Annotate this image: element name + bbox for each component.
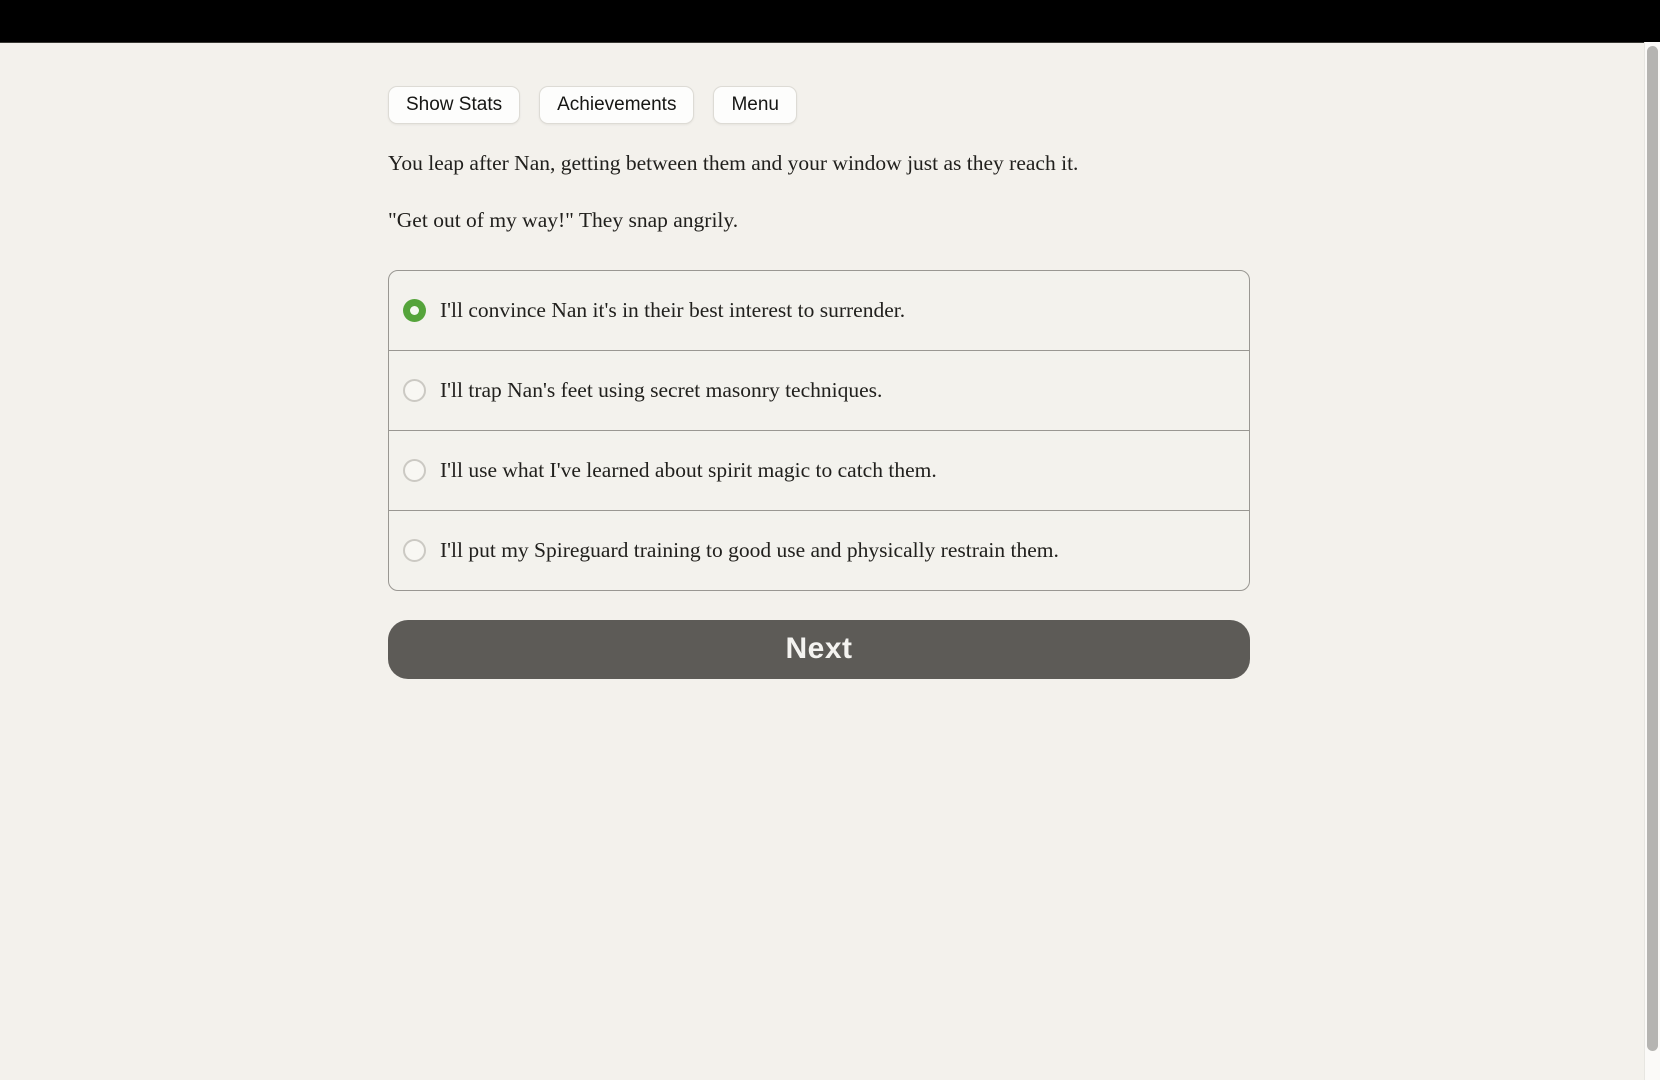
- show-stats-button[interactable]: Show Stats: [388, 86, 520, 124]
- story-paragraph-2: "Get out of my way!" They snap angrily.: [388, 207, 739, 232]
- radio-unselected-icon[interactable]: [403, 379, 426, 402]
- game-content-column: [388, 42, 1250, 679]
- menu-button[interactable]: Menu: [713, 86, 797, 124]
- choice-option-label: I'll use what I've learned about spirit magic to catch them.: [440, 457, 937, 482]
- choice-list: [388, 270, 1250, 591]
- radio-unselected-icon[interactable]: [403, 459, 426, 482]
- radio-selected-icon[interactable]: [403, 299, 426, 322]
- next-button[interactable]: Next: [388, 620, 1250, 679]
- achievements-button[interactable]: Achievements: [539, 86, 694, 124]
- choice-option-label: I'll trap Nan's feet using secret masonry techniques.: [440, 377, 883, 402]
- choice-option-4[interactable]: [389, 510, 1249, 590]
- choice-option-label: I'll put my Spireguard training to good use and physically restrain them.: [440, 537, 1059, 562]
- choice-option-label: I'll convince Nan it's in their best interest to surrender.: [440, 297, 906, 322]
- game-toolbar: [388, 86, 1250, 124]
- choice-option-1[interactable]: [389, 271, 1249, 350]
- choice-option-2[interactable]: [389, 350, 1249, 430]
- story-paragraph-1: You leap after Nan, getting between them and your window just as they reach it.: [388, 151, 1079, 175]
- scrollbar-track[interactable]: [1644, 42, 1660, 1080]
- top-black-bar: [0, 0, 1660, 43]
- choice-option-3[interactable]: [389, 430, 1249, 510]
- scrollbar-thumb[interactable]: [1647, 46, 1658, 1051]
- radio-unselected-icon[interactable]: [403, 539, 426, 562]
